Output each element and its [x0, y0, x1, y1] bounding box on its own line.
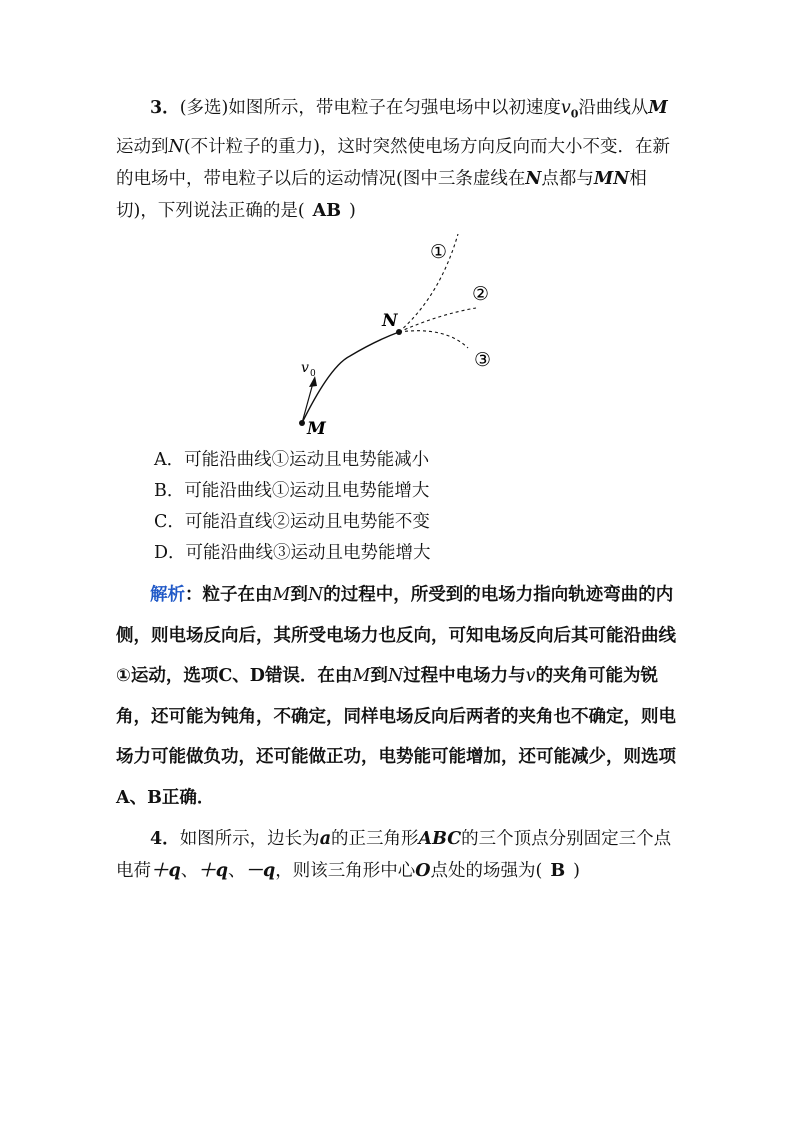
- q4-text-1: 如图所示，边长为: [179, 829, 320, 849]
- option-letter: D．: [154, 543, 186, 563]
- q4-text-5: 点处的场强为(: [430, 861, 543, 881]
- option-c: [154, 507, 430, 537]
- q3-text-1: 如图所示，带电粒子在匀强电场中以初速度: [228, 98, 561, 118]
- answer-q3: AB: [312, 200, 342, 221]
- solution-text-2: 到: [290, 585, 308, 605]
- q4-close-paren: ): [573, 861, 580, 881]
- separator: 、: [180, 861, 199, 881]
- separator: 、: [228, 861, 246, 881]
- option-letter: C．: [154, 512, 185, 532]
- question-tag: (多选): [179, 98, 229, 118]
- solution-text-5: 到: [370, 666, 388, 686]
- q4-text-4: ，则该三角形中心: [275, 861, 416, 881]
- answer-q4: B: [550, 861, 566, 881]
- solution-ab: A、B: [116, 787, 162, 808]
- segment-mn-ref: MN: [593, 168, 630, 189]
- solution-text-4: 错误．在由: [264, 666, 353, 686]
- solution-text-7: 的夹角可能为锐角，还可能为钝角，不确定，同样电场反向后两者的夹角也不确定，则电场力可能做负功，还可能做正功，电势能可能增加，还可能减少，则选项: [116, 666, 676, 767]
- solution-cd: C、D: [218, 666, 265, 686]
- option-a: [154, 445, 429, 475]
- q3-text-3: 运动到: [116, 136, 169, 157]
- option-letter: B．: [154, 481, 185, 501]
- charge-3: －q: [245, 861, 276, 881]
- solution-n: N: [307, 585, 324, 605]
- label-point-m: M: [307, 419, 326, 439]
- solution-text-6: 过程中电场力与: [403, 666, 526, 686]
- charge-2: ＋q: [198, 861, 228, 881]
- option-text: 可能沿曲线①运动且电势能增大: [184, 481, 430, 501]
- q3-text-4: (不计粒子的重力)，这时突然使电场方向反向而大小不变．在新的电场中，带电粒子以后的运动情况(图中三条虚线在: [116, 136, 670, 189]
- option-letter: A．: [154, 450, 185, 470]
- q4-text-2: 的正三角形: [331, 829, 419, 849]
- solution-text-3: 的过程中，所受到的电场力指向轨迹弯曲的内侧，则电场反向后，其所受电场力也反向，可知电场反向后其可能沿曲线①运动，选项: [116, 585, 676, 686]
- label-velocity-sub: 0: [310, 369, 316, 379]
- q4-text-3: 的三个顶点分别固定三个点电荷: [116, 829, 672, 881]
- q3-close-paren: ): [349, 200, 356, 221]
- velocity-arrow: [302, 383, 313, 423]
- charge-1: ＋q: [151, 861, 181, 881]
- solution-m: M: [272, 585, 291, 605]
- label-curve-2: ②: [472, 283, 490, 305]
- question-number: 4．: [150, 829, 180, 849]
- side-a-ref: a: [319, 829, 332, 849]
- solution-text: [116, 575, 682, 818]
- v0-symbol: v: [560, 98, 571, 118]
- point-m-ref: M: [648, 98, 668, 118]
- solution-m-2: M: [352, 666, 371, 686]
- label-point-n: N: [382, 311, 398, 331]
- question-4-text: [116, 823, 680, 887]
- solution-label: 解析: [150, 585, 185, 605]
- option-d: [154, 538, 431, 568]
- center-o-ref: O: [415, 861, 431, 881]
- q3-text-6: 相切)，下列说法正确的是(: [116, 168, 647, 221]
- option-text: 可能沿曲线①运动且电势能减小: [184, 450, 430, 470]
- option-text: 可能沿直线②运动且电势能不变: [184, 512, 430, 532]
- trajectory-figure: [280, 226, 520, 446]
- question-number: 3．: [150, 98, 180, 118]
- point-n-ref: N: [168, 136, 184, 157]
- point-m-dot: [299, 420, 305, 426]
- question-3-text: [116, 92, 680, 227]
- label-curve-3: ③: [474, 349, 492, 371]
- option-text: 可能沿曲线③运动且电势能增大: [185, 543, 431, 563]
- dashed-curve-2: [399, 308, 476, 332]
- q3-text-5: 点都与: [541, 168, 594, 189]
- label-curve-1: ①: [430, 241, 448, 263]
- solution-n-2: N: [387, 666, 404, 686]
- label-velocity: v: [301, 360, 309, 376]
- q3-text-2: 沿曲线从: [578, 98, 649, 118]
- solution-text-8: 正确．: [161, 787, 215, 808]
- trajectory-curve-mn: [302, 332, 399, 423]
- option-b: [154, 476, 429, 506]
- point-n-ref-2: N: [525, 168, 542, 189]
- solution-text-1: 粒子在由: [202, 585, 273, 605]
- solution-v: v: [525, 666, 536, 686]
- dashed-curve-1: [399, 234, 458, 332]
- solution-colon: ：: [185, 585, 203, 605]
- v0-subscript: 0: [570, 107, 579, 121]
- dashed-curve-3: [399, 331, 468, 348]
- triangle-abc-ref: ABC: [418, 829, 462, 849]
